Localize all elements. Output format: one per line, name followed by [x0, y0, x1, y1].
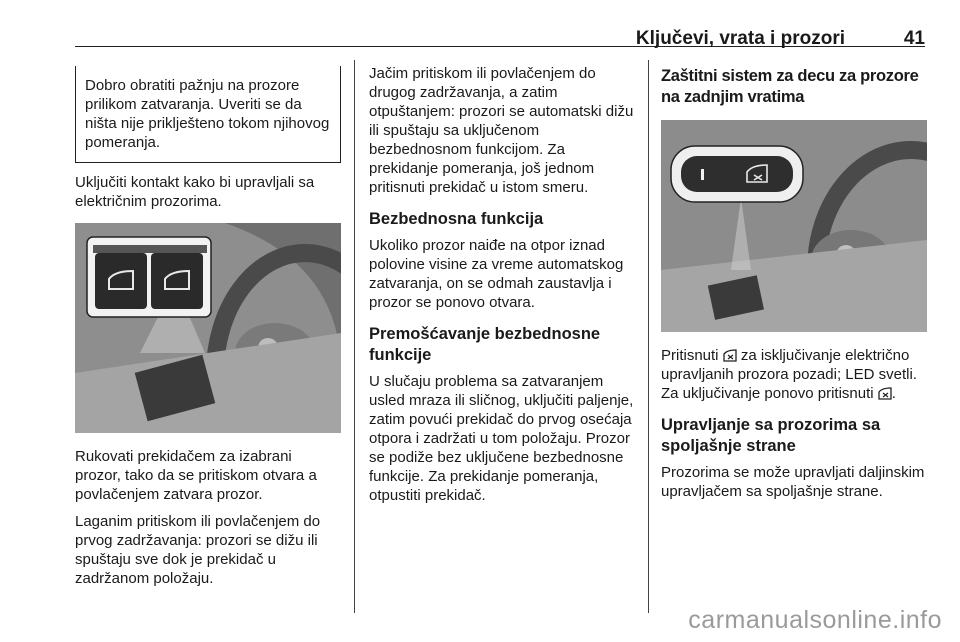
heading-child-lock: Zaštitni sistem za decu za prozore na zadnjim vratima: [661, 67, 919, 106]
paragraph-ignition: Uključiti kontakt kako bi upravljali sa električnim prozorima.: [75, 174, 315, 210]
child-lock-photo: [661, 120, 927, 332]
paragraph-safety-function: Ukoliko prozor naiđe na otpor iznad polovine visine za vreme automatskog zatvaranja, on se odmah zaustavlja i prozor se ponovo otvara.: [369, 237, 624, 311]
paragraph-light-press: Laganim pritiskom ili povlačenjem do prvog zadržavanja: prozori se dižu ili spuštaju sve dok je prekidač u zadržanom položaju.: [75, 513, 321, 587]
column-divider-2: [648, 60, 649, 613]
caution-text: Dobro obratiti pažnju na prozore prilikom zatvaranja. Uveriti se da ništa nije priklješteno tokom njihovog pomeranja.: [85, 77, 330, 151]
child-lock-icon: [878, 387, 892, 400]
paragraph-operate-switch: Rukovati prekidačem za izabrani prozor, tako da se pritiskom otvara a povlačenjem zatvara prozor.: [75, 448, 317, 503]
heading-outside-control: Upravljanje sa prozorima sa spoljašnje strane: [661, 416, 881, 455]
page-header: [75, 22, 925, 47]
child-lock-text-b: za isključivanje električno upravljanih prozora pozadi; LED svetli. Za uključivanje ponovo pritisnuti: [661, 347, 917, 402]
watermark: carmanualsonline.info: [688, 606, 942, 634]
column-3: [661, 66, 927, 509]
window-switch-photo: [75, 223, 341, 433]
column-divider-1: [354, 60, 355, 613]
paragraph-child-lock: [661, 346, 927, 403]
chapter-title: Ključevi, vrata i prozori: [635, 28, 845, 49]
child-lock-text-a: Pritisnuti: [661, 347, 719, 364]
caution-note: [75, 66, 341, 163]
paragraph-outside-control: Prozorima se može upravljati daljinskim upravljačem sa spoljašnje strane.: [661, 464, 925, 500]
heading-override-safety: Premošćavanje bezbednosne funkcije: [369, 325, 601, 364]
paragraph-override-safety: U slučaju problema sa zatvaranjem usled mraza ili sličnog, uključiti paljenje, zatim povući prekidač do prvog osećaja otpora i zadržati u tom položaju. Prozor se podiže bez uključene bezbednosne funkcije. Za prekidanje pomeranja, otpustiti prekidač.: [369, 373, 634, 504]
column-2: [369, 64, 637, 513]
child-lock-icon: [723, 349, 737, 362]
column-1: [75, 60, 341, 596]
child-lock-text-c: .: [891, 385, 896, 402]
heading-safety-function: Bezbednosna funkcija: [369, 210, 544, 228]
page-number: 41: [903, 28, 925, 49]
paragraph-firm-press: Jačim pritiskom ili povlačenjem do drugog zadržavanja, a zatim otpuštanjem: prozori se automatski dižu ili spuštaju sa uključenom bezbednosnom funkcijom. Za prekidanje pomeranja, još jednom pritisnuti prekidač u istom smeru.: [369, 65, 634, 196]
